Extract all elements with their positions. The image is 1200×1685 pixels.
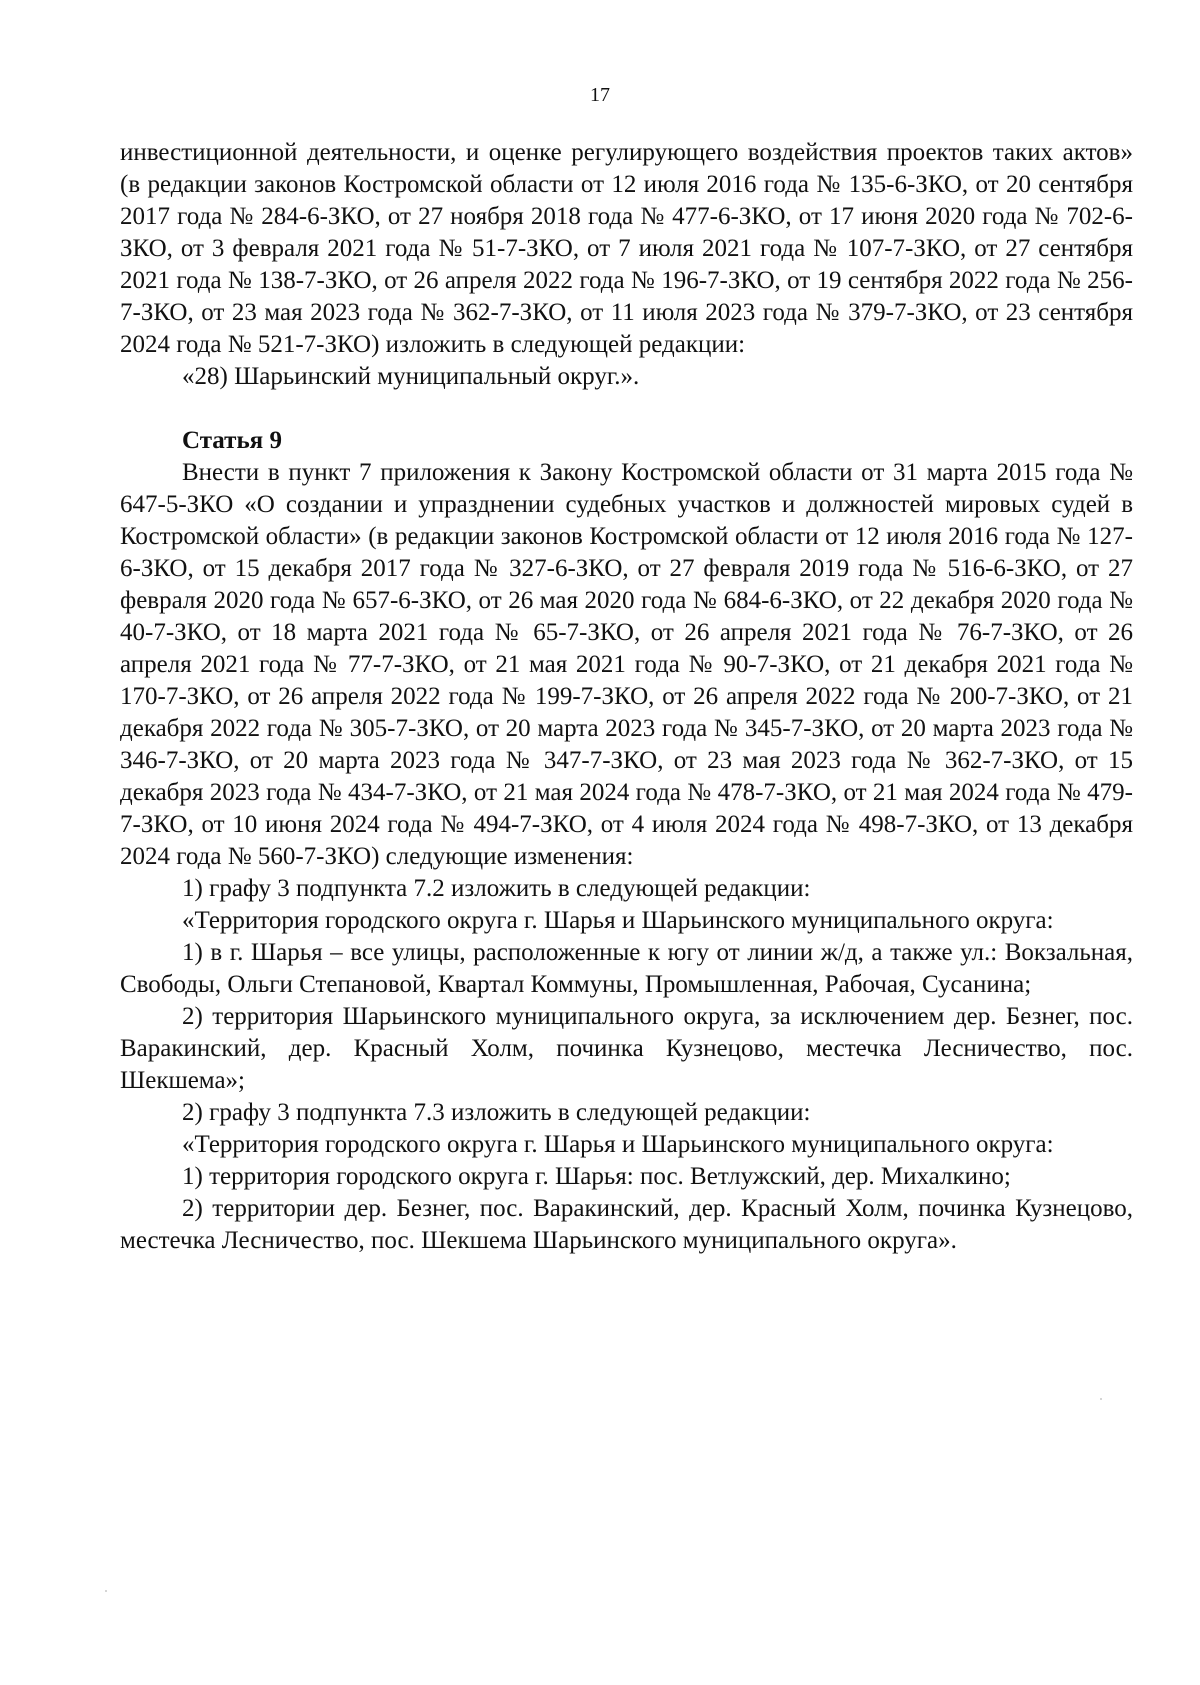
paragraph-10: 1) территория городского округа г. Шарья: пос. Ветлужский, дер. Михалкино; xyxy=(182,1163,1011,1190)
scan-speck xyxy=(105,1590,107,1592)
paragraph-8: 2) графу 3 подпункта 7.3 изложить в следующей редакции: xyxy=(182,1099,811,1126)
paragraph-1: инвестиционной деятельности, и оценке регулирующего воздействия проектов таких актов» (в редакции законов Костромской области от 12 июля 2016 года № 135-6-ЗКО, от 20 сентября 2017 года № 284-6-ЗКО, от 27 ноября 2018 года № 477-6-ЗКО, от 17 июня 2020 года № 702-6-ЗКО, от 3 февраля 2021 года № 51-7-ЗКО, от 7 июля 2021 года № 107-7-ЗКО, от 27 сентября 2021 года № 138-7-ЗКО, от 26 апреля 2022 года № 196-7-ЗКО, от 19 сентября 2022 года № 256-7-ЗКО, от 23 мая 2023 года № 362-7-ЗКО, от 11 июля 2023 года № 379-7-ЗКО, от 23 сентября 2024 года № 521-7-ЗКО) изложить в следующей редакции: xyxy=(120,139,1133,358)
paragraph-2: «28) Шарьинский муниципальный округ.». xyxy=(182,363,640,390)
document-body xyxy=(120,137,1133,1257)
paragraph-3: Внести в пункт 7 приложения к Закону Костромской области от 31 марта 2015 года № 647-5-ЗКО «О создании и упразднении судебных участков и должностей мировых судей в Костромской области» (в редакции законов Костромской области от 12 июля 2016 года № 127-6-ЗКО, от 15 декабря 2017 года № 327-6-ЗКО, от 27 февраля 2019 года № 516-6-ЗКО, от 27 февраля 2020 года № 657-6-ЗКО, от 26 мая 2020 года № 684-6-ЗКО, от 22 декабря 2020 года № 40-7-ЗКО, от 18 марта 2021 года № 65-7-ЗКО, от 26 апреля 2021 года № 76-7-ЗКО, от 26 апреля 2021 года № 77-7-ЗКО, от 21 мая 2021 года № 90-7-ЗКО, от 21 декабря 2021 года № 170-7-ЗКО, от 26 апреля 2022 года № 199-7-ЗКО, от 26 апреля 2022 года № 200-7-ЗКО, от 21 декабря 2022 года № 305-7-ЗКО, от 20 марта 2023 года № 345-7-ЗКО, от 20 марта 2023 года № 346-7-ЗКО, от 20 марта 2023 года № 347-7-ЗКО, от 23 мая 2023 года № 362-7-ЗКО, от 15 декабря 2023 года № 434-7-ЗКО, от 21 мая 2024 года № 478-7-ЗКО, от 21 мая 2024 года № 479-7-ЗКО, от 10 июня 2024 года № 494-7-ЗКО, от 4 июля 2024 года № 498-7-ЗКО, от 13 декабря 2024 года № 560-7-ЗКО) следующие изменения: xyxy=(120,459,1133,870)
paragraph-9: «Территория городского округа г. Шарья и Шарьинского муниципального округа: xyxy=(182,1131,1054,1158)
paragraph-5: «Территория городского округа г. Шарья и Шарьинского муниципального округа: xyxy=(182,907,1054,934)
article-heading: Статья 9 xyxy=(182,427,282,454)
paragraph-6: 1) в г. Шарья – все улицы, расположенные к югу от линии ж/д, а также ул.: Вокзальная, Свободы, Ольги Степановой, Квартал Коммуны, Промышленная, Рабочая, Сусанина; xyxy=(120,939,1133,998)
page-number: 17 xyxy=(590,84,610,106)
paragraph-7: 2) территория Шарьинского муниципального округа, за исключением дер. Безнег, пос. Варакинский, дер. Красный Холм, починка Кузнецово, местечка Лесничество, пос. Шекшема»; xyxy=(120,1003,1133,1094)
paragraph-11: 2) территории дер. Безнег, пос. Варакинский, дер. Красный Холм, починка Кузнецово, местечка Лесничество, пос. Шекшема Шарьинского муниципального округа». xyxy=(120,1195,1133,1254)
scan-speck xyxy=(1100,1398,1102,1400)
paragraph-4: 1) графу 3 подпункта 7.2 изложить в следующей редакции: xyxy=(182,875,811,902)
